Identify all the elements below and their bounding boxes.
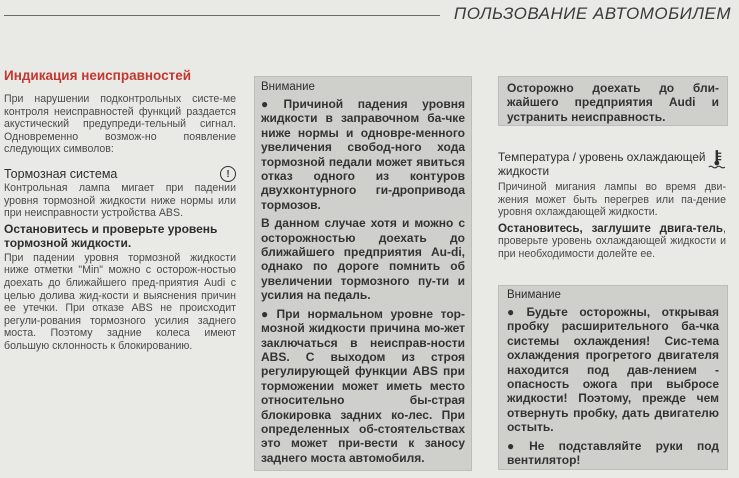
warning-content bbox=[261, 97, 465, 465]
coolant-action-paragraph bbox=[498, 223, 726, 261]
warning-content bbox=[507, 305, 719, 467]
brake-subheading-row bbox=[4, 166, 236, 182]
column-fault-indication bbox=[4, 68, 236, 353]
warning-paragraph-2: ● Не подставляйте руки под вентилятор! bbox=[507, 438, 720, 468]
brake-system-title: Тормозная система bbox=[4, 166, 118, 181]
intro-paragraph: При нарушении подконтрольных систе-ме контроля неисправностей функций раздается акустический предупреди-тельный сигнал. Одновременно возмож-но появление следующих символов: bbox=[4, 93, 236, 156]
brake-action-heading: Остановитесь и проверьте уровень тормозной жидкости. bbox=[4, 221, 218, 250]
header-rule bbox=[4, 15, 440, 16]
brake-detail-paragraph: При падении уровня тормозной жидкости ниже отметки "Min" можно с осторож-ностью доехать до ближайшего пред-приятия Audi с целью долива жид-кости и выяснения причин ее утечки. При отказе ABS не происходит регули-рования тормозного усилия заднего моста. Поэтому задние колеса имеют большую склонность к блокированию. bbox=[4, 251, 236, 352]
brake-paragraph: Контрольная лампа мигает при падении уровня тормозной жидкости ниже нормы или при неисправности устройства ABS. bbox=[4, 181, 236, 220]
page-header bbox=[0, 0, 739, 34]
bullet-icon: ● bbox=[507, 438, 526, 453]
header-title: ПОЛЬЗОВАНИЕ АВТОМОБИЛЕМ bbox=[453, 4, 731, 23]
warning-box-brake bbox=[254, 76, 472, 471]
warning-paragraph-3: ● При нормальном уровне тор-мозной жидкости причина мо-жет заключаться в неисправ-ности ABS. С выходом из строя регулирующей функции ABS при торможении может иметь место относительно бы-страя блокировка задних ко-лес. При определенных об-стоятельствах это может при-вести к заносу заднего моста автомобиля. bbox=[261, 306, 465, 465]
caution-box-top bbox=[498, 76, 728, 126]
warning-paragraph-1: ● Будьте осторожны, открывая пробку расширительного ба-чка системы охлаждения! Сис-тема охлаждения прогретого двигателя находится под дав-лением - опасность ожога при выбросе жидкости! Поэтому, прежде чем отвернуть пробку, дать двигателю остыть. bbox=[507, 305, 720, 435]
bullet-icon: ● bbox=[261, 97, 280, 111]
coolant-paragraph: Причиной мигания лампы во время дви-жения может быть перегрев или па-дение уровня охлаждающей жидкости. bbox=[498, 181, 726, 219]
brake-warning-icon: ! bbox=[220, 166, 236, 182]
section-heading: Индикация неисправностей bbox=[4, 68, 192, 83]
column-coolant bbox=[498, 150, 726, 261]
bullet-icon: ● bbox=[261, 306, 273, 321]
caution-top-text: Осторожно доехать до бли-жайшего предприятия Audi и устранить неисправность. bbox=[507, 81, 719, 124]
warning-label: Внимание bbox=[261, 81, 315, 93]
warning-box-coolant bbox=[498, 285, 728, 470]
warning-label: Внимание bbox=[507, 289, 561, 301]
warning-paragraph-2: В данном случае хотя и можно с осторожностью доехать до ближайшего предприятия Au-di, однако по дороге помнить об увеличении тормозного пу-ти и усилия на педаль. bbox=[261, 216, 465, 303]
coolant-temperature-icon bbox=[708, 146, 726, 172]
coolant-action-bold: Остановитесь, заглушите двига-тель bbox=[498, 221, 724, 235]
coolant-action-rest: , проверьте уровень охлаждающей жидкости и при необходимости долейте ее. bbox=[498, 222, 726, 260]
warning-paragraph-1: ● Причиной падения уровня жидкости в заправочном ба-чке ниже нормы и одновре-менного увеличения свобод-ного хода тормозной педали может явиться отказ одного из контуров двухконтурного ги-дропривода тормозов. bbox=[261, 97, 465, 212]
coolant-heading-row bbox=[498, 150, 726, 178]
coolant-title: Температура / уровень охлаждающей жидкости bbox=[498, 150, 706, 178]
bullet-icon: ● bbox=[507, 305, 523, 319]
